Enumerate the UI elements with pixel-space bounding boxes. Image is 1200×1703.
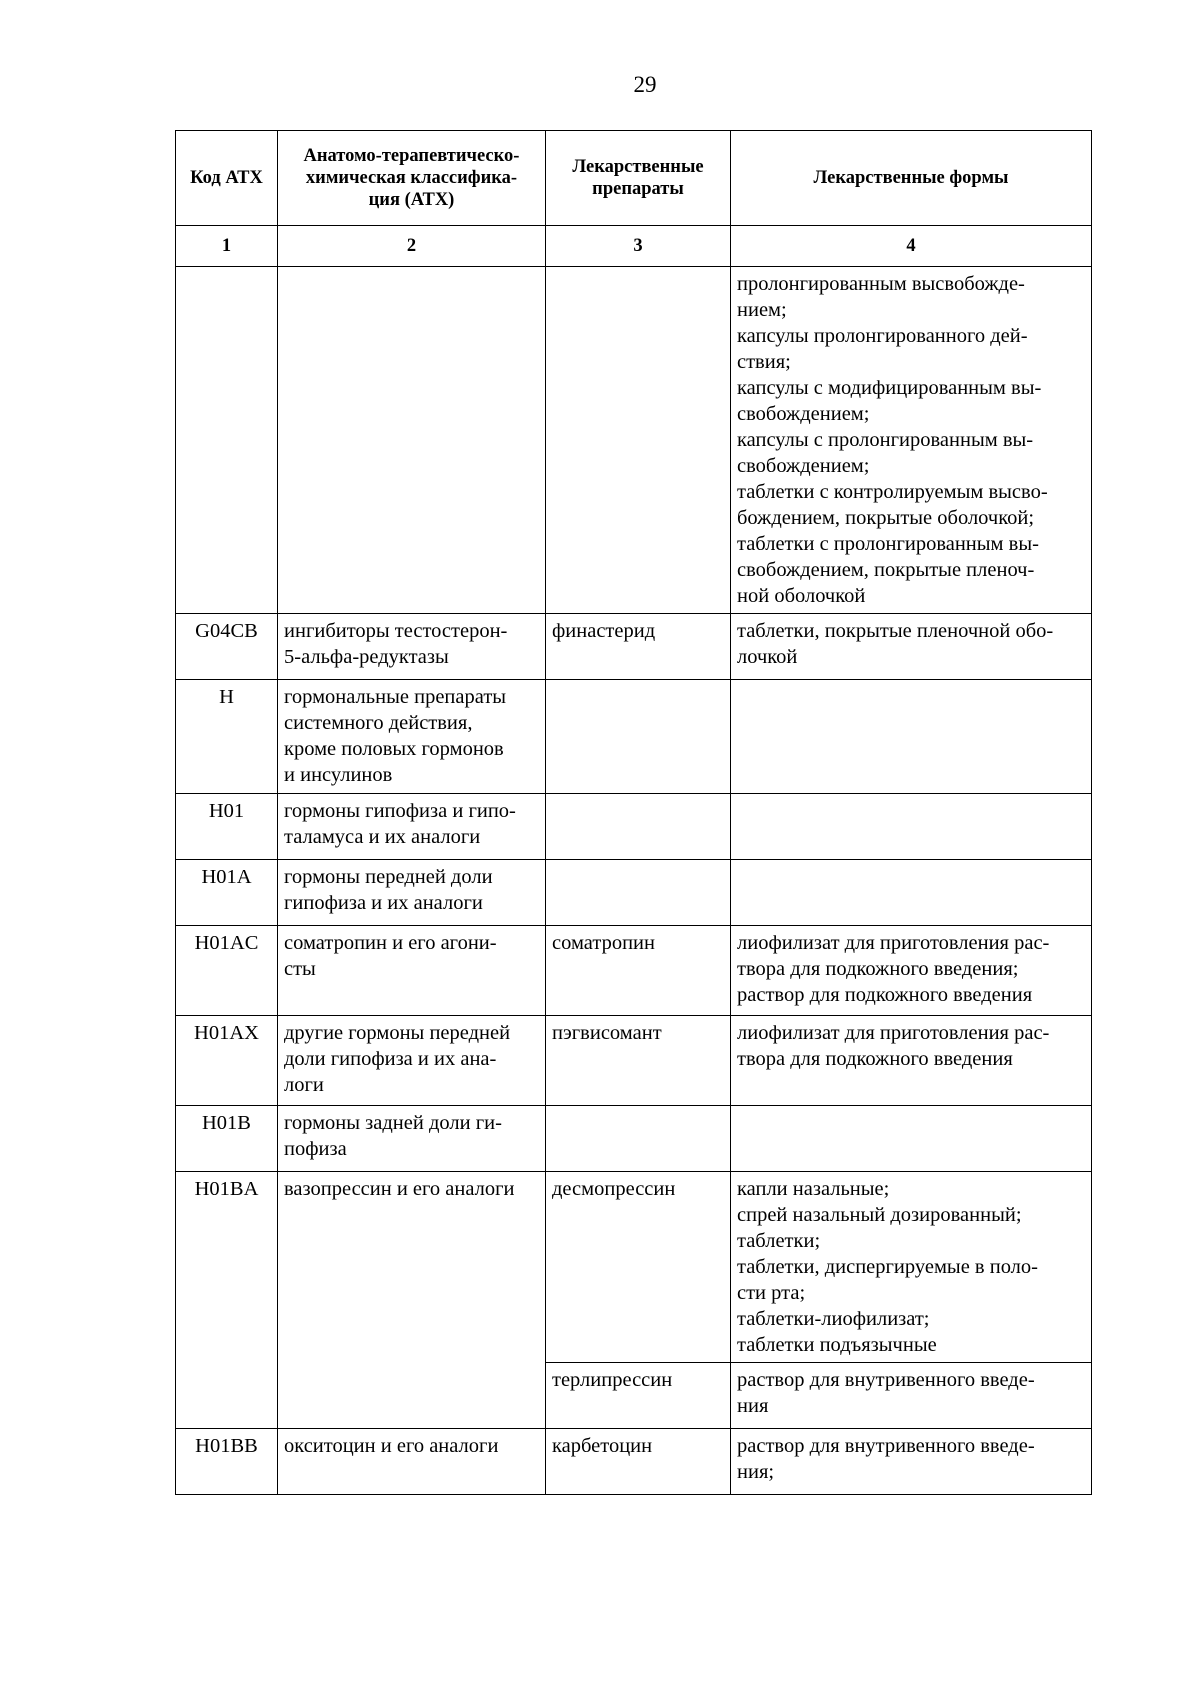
atx-classification-cell bbox=[278, 1172, 546, 1429]
drug-name-cell: карбетоцин bbox=[546, 1429, 731, 1495]
drug-name-cell bbox=[546, 860, 731, 926]
dosage-forms-cell bbox=[731, 794, 1092, 860]
text-line: ингибиторы тестостерон- bbox=[284, 620, 508, 642]
table-row bbox=[176, 614, 1092, 680]
drug-name-cell bbox=[546, 267, 731, 614]
column-numbers-row bbox=[176, 226, 1092, 267]
text-line: и инсулинов bbox=[284, 764, 393, 786]
header-atx-classification bbox=[278, 131, 546, 226]
text-line: таблетки, диспергируемые в поло- bbox=[737, 1256, 1038, 1278]
text-line: вазопрессин и его аналоги bbox=[284, 1178, 515, 1200]
text-line: другие гормоны передней bbox=[284, 1022, 511, 1044]
header-drugs bbox=[546, 131, 731, 226]
text-line: кроме половых гормонов bbox=[284, 738, 504, 760]
text-line: спрей назальный дозированный; bbox=[737, 1204, 1022, 1226]
atx-classification-cell bbox=[278, 614, 546, 680]
text-line: таблетки с контролируемым высво- bbox=[737, 481, 1048, 503]
drug-name-cell: соматропин bbox=[546, 926, 731, 1016]
text-line: бождением, покрытые оболочкой; bbox=[737, 507, 1035, 529]
text-line: гормоны передней доли bbox=[284, 866, 493, 888]
atx-code-cell: H01BA bbox=[176, 1172, 278, 1429]
table-row bbox=[176, 267, 1092, 614]
table-row bbox=[176, 794, 1092, 860]
text-line: ния bbox=[737, 1395, 769, 1417]
atx-code-cell: H01 bbox=[176, 794, 278, 860]
table-row bbox=[176, 1106, 1092, 1172]
text-line: окситоцин и его аналоги bbox=[284, 1435, 499, 1457]
text-line: системного действия, bbox=[284, 712, 473, 734]
table-body bbox=[176, 267, 1092, 1495]
text-line: пролонгированным высвобожде- bbox=[737, 273, 1025, 295]
text-line: нием; bbox=[737, 299, 787, 321]
drug-name-cell: десмопрессин bbox=[546, 1172, 731, 1363]
page-number: 29 bbox=[633, 72, 657, 97]
column-number: 4 bbox=[731, 226, 1092, 267]
text-line: ния; bbox=[737, 1461, 775, 1483]
atx-classification-cell bbox=[278, 680, 546, 794]
atx-code-cell: H01BB bbox=[176, 1429, 278, 1495]
table-header-row bbox=[176, 131, 1092, 226]
text-line: капсулы пролонгированного дей- bbox=[737, 325, 1028, 347]
text-line: таблетки; bbox=[737, 1230, 821, 1252]
dosage-forms-cell bbox=[731, 680, 1092, 794]
text-line: логи bbox=[284, 1074, 324, 1096]
atx-code-cell: H bbox=[176, 680, 278, 794]
text-line: гормональные препараты bbox=[284, 686, 507, 708]
text-line: раствор для подкожного введения bbox=[737, 984, 1033, 1006]
text-line: сти рта; bbox=[737, 1282, 806, 1304]
dosage-forms-cell bbox=[731, 1363, 1092, 1429]
text-line: таблетки-лиофилизат; bbox=[737, 1308, 930, 1330]
atx-classification-cell bbox=[278, 1016, 546, 1106]
column-number: 2 bbox=[278, 226, 546, 267]
text-line: лиофилизат для приготовления рас- bbox=[737, 1022, 1050, 1044]
dosage-forms-cell bbox=[731, 1106, 1092, 1172]
atx-code-cell: H01AC bbox=[176, 926, 278, 1016]
drug-name-cell: финастерид bbox=[546, 614, 731, 680]
dosage-forms-cell bbox=[731, 1172, 1092, 1363]
text-line: капсулы с модифицированным вы- bbox=[737, 377, 1042, 399]
text-line: Анатомо-терапевтическо- bbox=[303, 146, 520, 166]
header-atx-code: Код АТХ bbox=[176, 131, 278, 226]
atx-code-cell: H01B bbox=[176, 1106, 278, 1172]
text-line: гормоны задней доли ги- bbox=[284, 1112, 502, 1134]
text-line: Лекарственные bbox=[572, 157, 704, 177]
table-row bbox=[176, 1429, 1092, 1495]
text-line: свобождением; bbox=[737, 403, 870, 425]
dosage-forms-cell bbox=[731, 1016, 1092, 1106]
text-line: гипофиза и их аналоги bbox=[284, 892, 483, 914]
atx-code-cell bbox=[176, 267, 278, 614]
text-line: свобождением; bbox=[737, 455, 870, 477]
text-line: таламуса и их аналоги bbox=[284, 826, 481, 848]
atx-code-cell: H01AX bbox=[176, 1016, 278, 1106]
table-row bbox=[176, 680, 1092, 794]
text-line: свобождением, покрытые пленоч- bbox=[737, 559, 1035, 581]
dosage-forms-cell bbox=[731, 860, 1092, 926]
table-row bbox=[176, 860, 1092, 926]
atx-classification-cell bbox=[278, 1106, 546, 1172]
text-line: соматропин и его агони- bbox=[284, 932, 497, 954]
atx-classification-cell bbox=[278, 926, 546, 1016]
text-line: таблетки, покрытые пленочной обо- bbox=[737, 620, 1054, 642]
drug-name-cell: пэгвисомант bbox=[546, 1016, 731, 1106]
drug-name-cell bbox=[546, 680, 731, 794]
atx-classification-cell bbox=[278, 794, 546, 860]
atx-table bbox=[175, 130, 1092, 1495]
table-row bbox=[176, 926, 1092, 1016]
text-line: ция (АТХ) bbox=[368, 190, 455, 210]
atx-code-cell: G04CB bbox=[176, 614, 278, 680]
atx-classification-cell bbox=[278, 860, 546, 926]
text-line: ствия; bbox=[737, 351, 791, 373]
dosage-forms-cell bbox=[731, 1429, 1092, 1495]
text-line: 5-альфа-редуктазы bbox=[284, 646, 449, 668]
text-line: таблетки подъязычные bbox=[737, 1334, 937, 1356]
header-dosage-forms: Лекарственные формы bbox=[731, 131, 1092, 226]
atx-code-cell: H01A bbox=[176, 860, 278, 926]
text-line: доли гипофиза и их ана- bbox=[284, 1048, 497, 1070]
text-line: капли назальные; bbox=[737, 1178, 890, 1200]
atx-classification-cell bbox=[278, 267, 546, 614]
text-line: ной оболочкой bbox=[737, 585, 866, 607]
text-line: лиофилизат для приготовления рас- bbox=[737, 932, 1050, 954]
text-line: твора для подкожного введения; bbox=[737, 958, 1019, 980]
text-line: лочкой bbox=[737, 646, 798, 668]
text-line: химическая классифика- bbox=[305, 168, 518, 188]
text-line: пофиза bbox=[284, 1138, 347, 1160]
text-line: сты bbox=[284, 958, 316, 980]
dosage-forms-cell bbox=[731, 926, 1092, 1016]
dosage-forms-cell bbox=[731, 267, 1092, 614]
column-number: 1 bbox=[176, 226, 278, 267]
text-line: раствор для внутривенного введе- bbox=[737, 1435, 1035, 1457]
text-line: капсулы с пролонгированным вы- bbox=[737, 429, 1034, 451]
text-line: гормоны гипофиза и гипо- bbox=[284, 800, 516, 822]
text-line: раствор для внутривенного введе- bbox=[737, 1369, 1035, 1391]
column-number: 3 bbox=[546, 226, 731, 267]
dosage-forms-cell bbox=[731, 614, 1092, 680]
table-row bbox=[176, 1016, 1092, 1106]
drug-name-cell bbox=[546, 794, 731, 860]
drug-name-cell: терлипрессин bbox=[546, 1363, 731, 1429]
atx-classification-cell bbox=[278, 1429, 546, 1495]
text-line: препараты bbox=[592, 179, 684, 199]
drug-name-cell bbox=[546, 1106, 731, 1172]
table-row bbox=[176, 1172, 1092, 1363]
text-line: твора для подкожного введения bbox=[737, 1048, 1013, 1070]
text-line: таблетки с пролонгированным вы- bbox=[737, 533, 1039, 555]
